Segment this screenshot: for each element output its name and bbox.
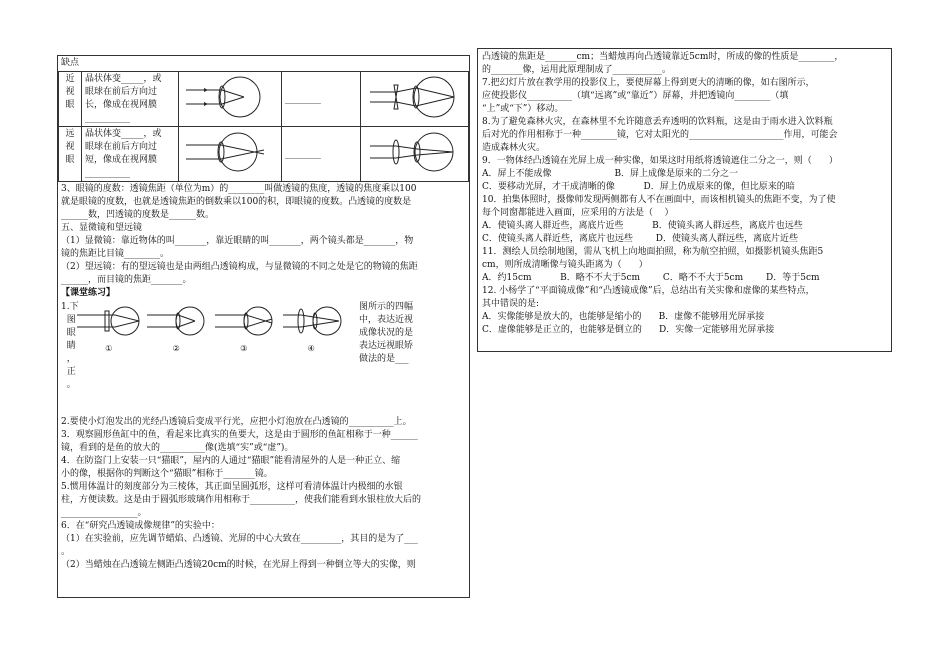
text-line: 5.惯用体温计的刻度部分为三棱体，其正面呈圆弧形，这样可看清体温计内极细的水银 xyxy=(61,482,403,492)
text-line: 7.把幻灯片放在教学用的投影仪上，要使屏幕上得到更大的清晰的像，如右图所示， xyxy=(482,78,815,88)
text-line: 晶状体变_____，或 眼球在前后方向过 长，像成在视网膜 __________ xyxy=(85,74,162,123)
text-line: 近 视 眼 xyxy=(65,74,75,110)
text-line: 的_______像，运用此原理制成了___________。 xyxy=(482,65,672,75)
table-header: 缺点 xyxy=(58,56,469,72)
fig-caption-2: ② xyxy=(172,344,180,353)
text-line: 镜的焦距比目镜________。 xyxy=(61,249,170,259)
text-line: 3、眼镜的度数：透镜焦距（单位为m）的________叫做透镜的焦度，透镜的焦度乘以100 xyxy=(61,184,417,194)
text-line: 后对光的作用相称于一种________镜，它对太阳光的_____________________作用，可能会 xyxy=(482,130,838,140)
text-line: 小的像，根据你的判断这个“猫眼”相称于_______镜。 xyxy=(61,469,273,479)
questions-2-6 xyxy=(58,415,469,573)
text-line: 柱，方便读数。这是由于圆弧形玻璃作用相称于__________，使我们能看到水银柱放大后的 xyxy=(61,495,422,505)
text-line: 8.为了避免森林火灾，在森林里不允许随意丢弃透明的饮料瓶，这是由于雨水进入饮料瓶 xyxy=(482,117,833,127)
fig-caption-4: ④ xyxy=(307,344,315,353)
table-row xyxy=(59,72,469,127)
hyperopia-eye-diagram-svg xyxy=(182,128,272,176)
text-line: 2.要使小灯泡发出的光经凸透镜后变成平行光，应把小灯泡放在凸透镜的__________上。 xyxy=(61,417,412,427)
section-eyeglasses xyxy=(58,182,469,301)
text-line: C．虚像能够是正立的，也能够是倒立的 D．实像一定能够用光屏承接 xyxy=(482,325,775,335)
text-line: 4．在防盗门上安装一只“猫眼”，屋内的人通过“猫眼”能看清屋外的人是一种正立、缩 xyxy=(61,456,401,466)
text-line: 就是眼镜的度数，也就是透镜焦距的倒数乘以100的积，即眼镜的度数。凸透镜的度数是 xyxy=(61,197,412,207)
fig-caption-3: ③ xyxy=(240,344,248,353)
text-line: 应使投影仪__________（填“远离”或“靠近”）屏幕，并把透镜向________（填 xyxy=(482,91,789,101)
hyperopia-eye-diagram xyxy=(179,127,282,182)
text-line: （2）望远镜：有的望远镜也是由两组凸透镜构成，与显微镜的不同之处是它的物镜的焦距 xyxy=(61,262,418,272)
text-line: A．屏上不能成像 B．屏上成像是原来的二分之一 xyxy=(482,169,739,179)
text-line: 10．拍集体照时，摄像师发现两侧都有人不在画面中，而该相机镜头的焦距不变，为了使 xyxy=(482,195,836,205)
q1-figure-4 xyxy=(283,307,341,335)
text-line: 镜，看到的是鱼的放大的__________像(选填“实”或“虚”)。 xyxy=(61,443,294,453)
myopia-corrected-svg xyxy=(364,73,464,121)
text-line: 。 xyxy=(61,547,71,557)
myopia-blank: ________ xyxy=(285,94,321,104)
text-line: cm，则所成清晰像与镜头距离为（ ） xyxy=(482,260,648,270)
hyperopia-blank-cell xyxy=(282,127,361,182)
text-line: 每个同窗都能进入画面，应采用的方法是（ ） xyxy=(482,208,674,218)
text-line: 五、显微镜和望远镜 xyxy=(61,223,143,233)
myopia-text xyxy=(82,72,179,127)
text-line: 9．一物体经凸透镜在光屏上成一种实像，如果这时用纸将透镜遮住二分之一，则（ ） xyxy=(482,156,838,166)
q1-right-text: 图所示的四幅 中，表达近视 成像状况的是 表达远视眼矫 做法的是___ xyxy=(359,302,414,364)
left-column xyxy=(57,55,470,598)
q1-figure-1 xyxy=(77,307,139,335)
hyperopia-corrected-svg xyxy=(364,128,464,176)
text-line: （1）显微镜：靠近物体的叫_______，靠近眼睛的叫_______，两个镜头都是_______，物 xyxy=(61,236,414,246)
text-line: 6．在“研究凸透镜成像规律”的实验中： xyxy=(61,521,220,531)
myopia-blank-cell xyxy=(282,72,361,127)
q1-figure-2 xyxy=(147,307,204,335)
text-line: “上”或“下”）移动。 xyxy=(482,104,564,114)
classroom-practice-heading: 【课堂练习】 xyxy=(61,288,116,298)
text-line: 凸透镜的焦距是_______cm；当蜡烛再向凸透镜靠近5cm时，所成的像的性质是________， xyxy=(482,52,844,62)
fig-caption-1: ① xyxy=(105,344,113,353)
table-row xyxy=(59,127,469,182)
hyperopia-label xyxy=(59,127,82,182)
question-1 xyxy=(58,301,469,390)
text-line: 3．观察圆形鱼缸中的鱼，看起来比真实的鱼要大，这是由于圆形的鱼缸相称于一种______ xyxy=(61,430,418,440)
q1-left-text: 1.下 图 眼 睛 ， 正 。 xyxy=(61,302,79,390)
text-line: 造成森林火灾。 xyxy=(482,143,546,153)
q1-figure-3 xyxy=(215,307,272,335)
text-line: （1）在实验前，应先调节蜡焰、凸透镜、光屏的中心大致在_________，其目的是为了___ xyxy=(61,534,418,544)
myopia-corrected-diagram xyxy=(361,72,469,127)
text-line: _________________。 xyxy=(61,508,147,518)
text-line: C．要移动光屏，才干成清晰的像 D．屏上仍成原来的像，但比原来的暗 xyxy=(482,182,795,192)
text-line: ______，而目镜的焦距_______。 xyxy=(61,275,192,285)
text-line: C．使镜头离人群近些，离底片也远些 D．使镜头离人群远些，离底片近些 xyxy=(482,234,798,244)
hyperopia-blank: ________ xyxy=(285,149,321,159)
text-line: A．使镜头离人群近些，离底片近些 B．使镜头离人群远些，离底片也远些 xyxy=(482,221,803,231)
text-line: 12. 小杨学了“平面镜成像”和“凸透镜成像”后，总结出有关实像和虚像的某些特点， xyxy=(482,286,815,296)
text-line: 晶状体变_____，或 眼球在前后方向过 短，像成在视网膜 __________ xyxy=(85,129,162,178)
text-line: 其中错误的是: xyxy=(482,299,540,309)
q1-figures xyxy=(75,301,353,377)
myopia-label xyxy=(59,72,82,127)
text-line: A．实像能够是放大的，也能够是缩小的 B．虚像不能够用光屏承接 xyxy=(482,312,765,322)
text-line: ______数，凹透镜的度数是______数。 xyxy=(61,210,215,220)
hyperopia-text xyxy=(82,127,179,182)
myopia-eye-diagram xyxy=(179,72,282,127)
text-line: 远 视 眼 xyxy=(65,129,75,165)
vision-defects-table xyxy=(58,71,469,182)
text-line: （2）当蜡烛在凸透镜左侧距凸透镜20cm的时候，在光屏上得到一种倒立等大的实像，则 xyxy=(61,560,416,570)
text-line: 11．测绘人员绘制地图，需从飞机上向地面拍照，称为航空拍照，如摄影机镜头焦距5 xyxy=(482,247,824,257)
right-column xyxy=(477,48,892,352)
q1-figures-svg xyxy=(75,301,353,341)
hyperopia-corrected-diagram xyxy=(361,127,469,182)
text-line: A．约15cm B．略不不大于5cm C．略不不大于5cm D．等于5cm xyxy=(482,273,820,283)
myopia-eye-diagram-svg xyxy=(182,73,272,121)
